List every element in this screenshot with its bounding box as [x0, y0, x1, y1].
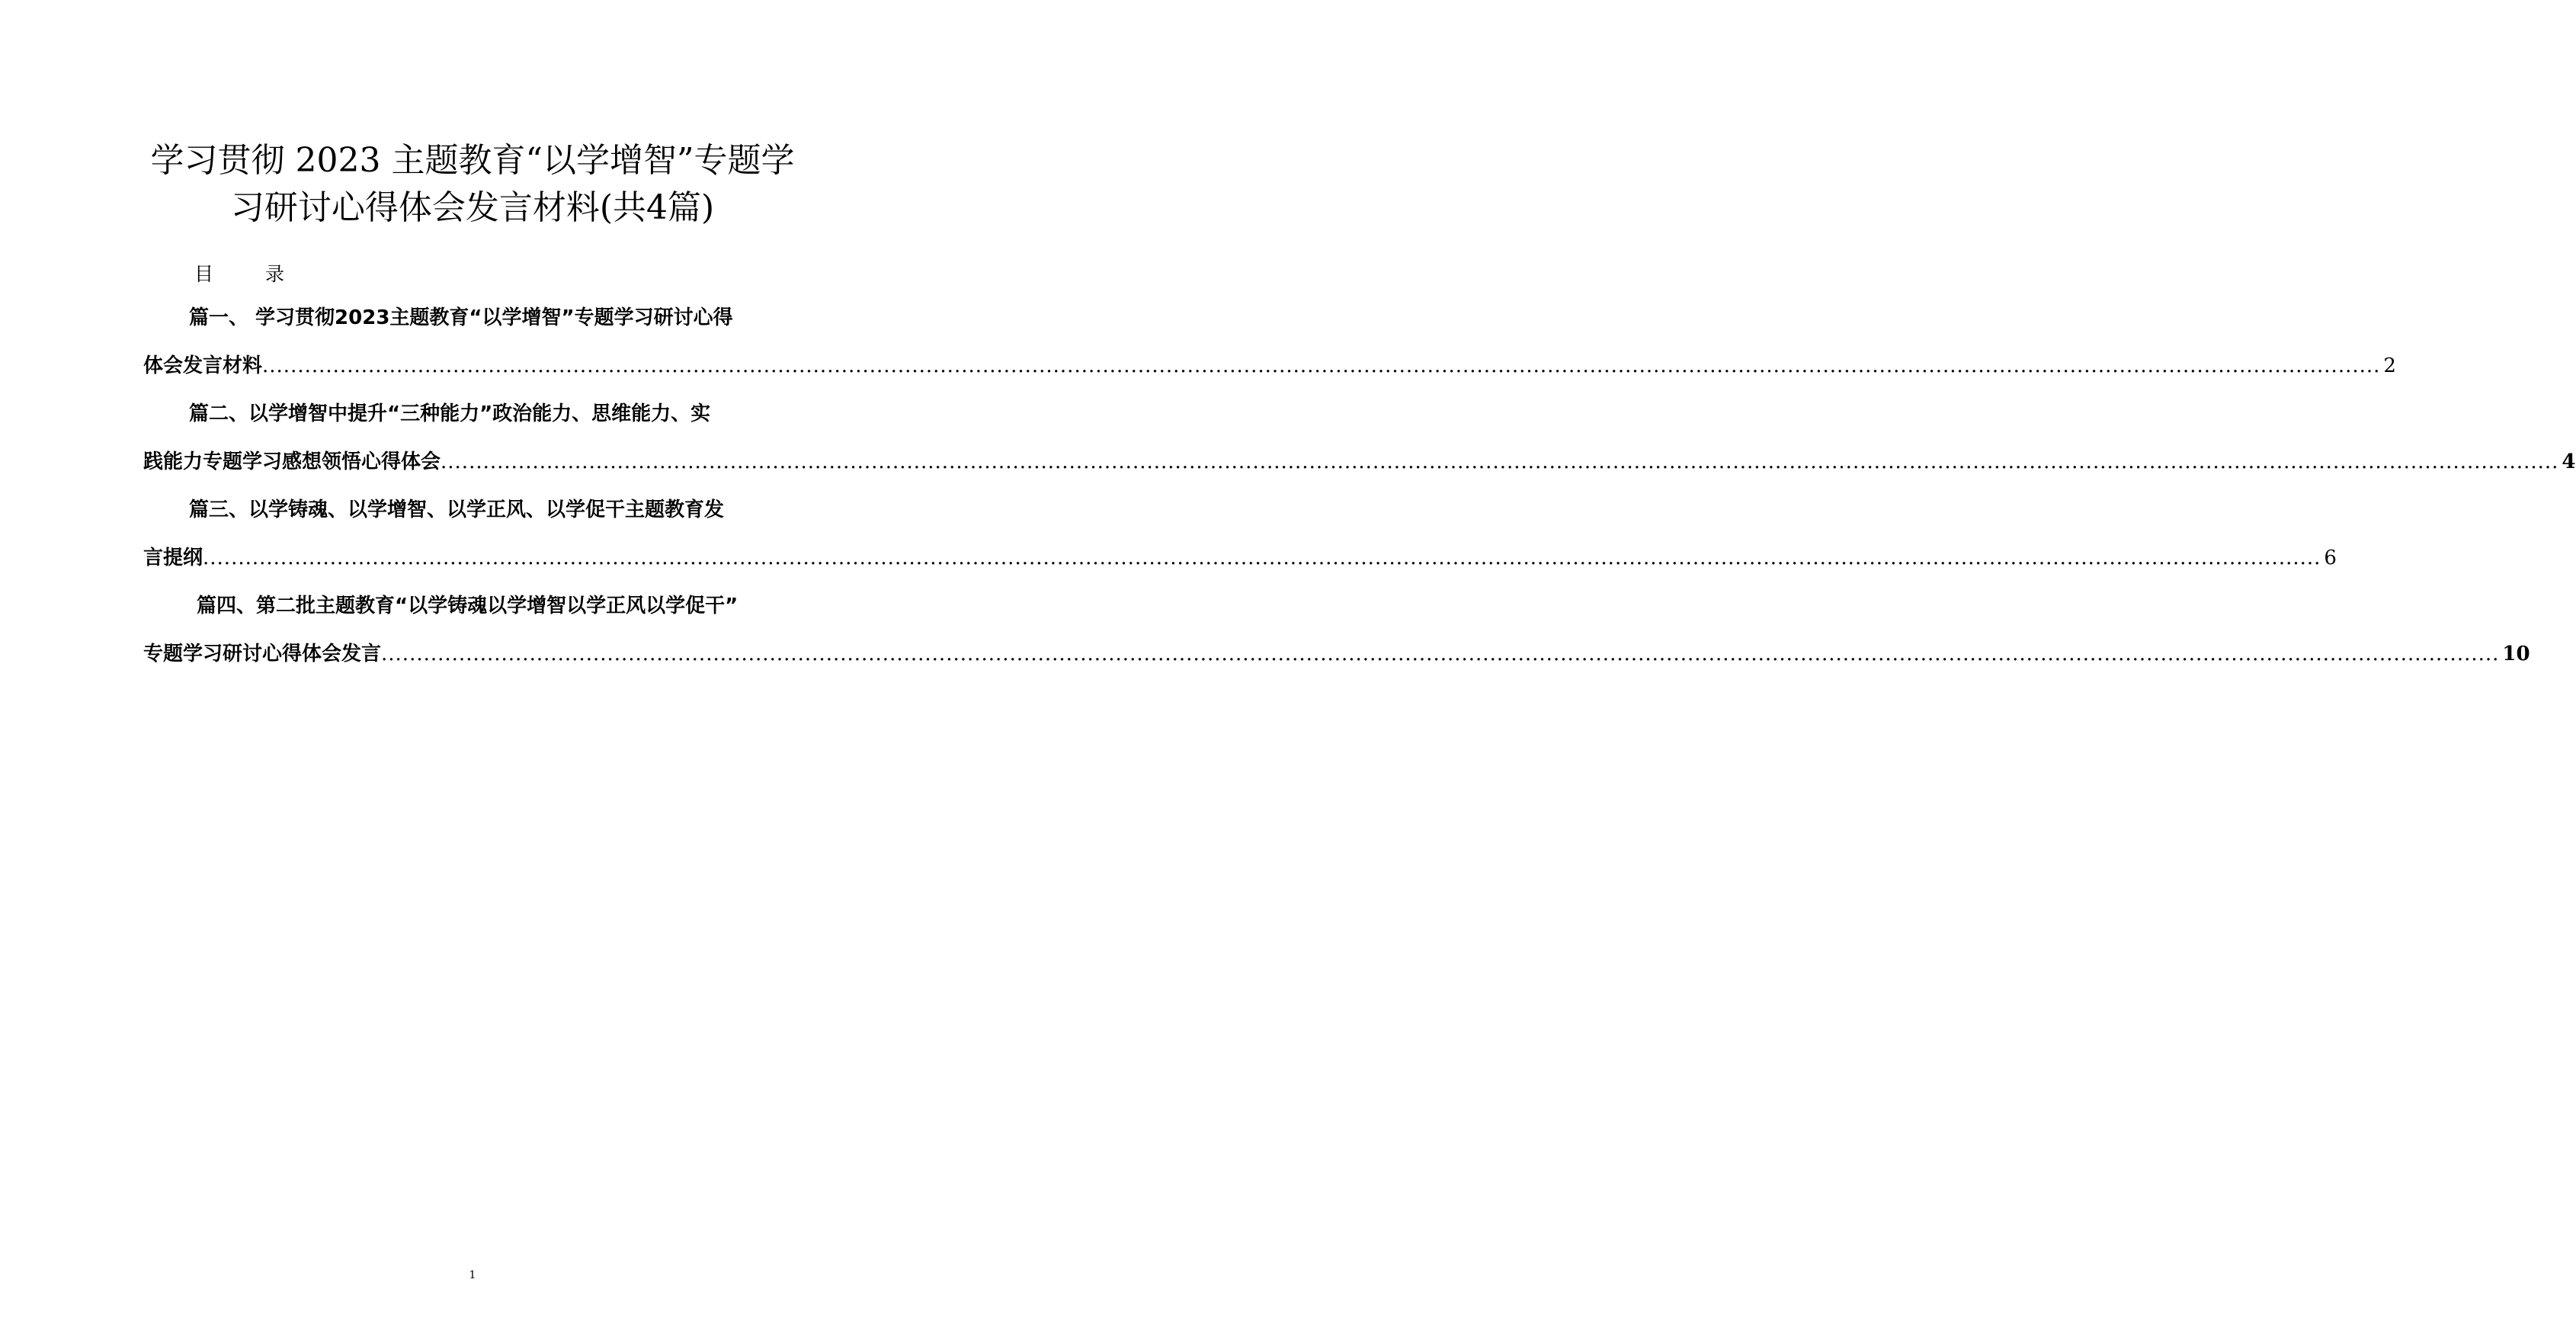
toc-entry-title-tail: 专题学习研讨心得体会发言 — [143, 643, 382, 665]
toc-entry-1[interactable] — [143, 305, 2396, 379]
toc-entry-title-tail: 言提纲 — [143, 547, 203, 569]
toc-entry-title-tail: 践能力专题学习感想领悟心得体会 — [143, 450, 441, 473]
page-number-footer: 1 — [469, 1269, 476, 1281]
toc-entry-title: 篇一、 学习贯彻2023主题教育“以学增智”专题学习研讨心得 — [189, 306, 733, 329]
dot-leader: ............................................................................................................................................................................................................................................................................................................ — [381, 643, 2500, 665]
table-of-contents — [143, 305, 2576, 689]
toc-entry-title: 篇二、以学增智中提升“三种能力”政治能力、思维能力、实 — [189, 402, 711, 425]
toc-entry-continuation — [143, 545, 2337, 571]
toc-entry-title: 篇三、以学铸魂、以学增智、以学正风、以学促干主题教育发 — [189, 499, 725, 521]
toc-entry-2[interactable] — [143, 401, 2576, 475]
title-line-2: 习研讨心得体会发言材料(共4篇) — [230, 188, 715, 227]
dot-leader: ............................................................................................................................................................................................................................................................................................................ — [262, 354, 2381, 377]
toc-page-number: 6 — [2324, 547, 2337, 569]
toc-entry-title-tail: 体会发言材料 — [143, 354, 263, 377]
toc-entry-title: 篇四、第二批主题教育“以学铸魂以学增智以学正风以学促干” — [197, 595, 739, 617]
toc-entry-continuation — [143, 353, 2396, 379]
title-line-1: 学习贯彻 2023 主题教育“以学增智”专题学 — [150, 141, 795, 180]
dot-leader: ............................................................................................................................................................................................................................................................................................................ — [441, 450, 2559, 473]
document-title — [130, 137, 815, 232]
toc-page-number: 2 — [2383, 354, 2396, 377]
toc-page-number: 10 — [2502, 643, 2530, 665]
toc-heading: 目 录 — [194, 263, 307, 285]
toc-page-number: 4 — [2562, 450, 2576, 473]
toc-entry-4[interactable] — [143, 593, 2530, 667]
toc-entry-3[interactable] — [143, 497, 2337, 571]
toc-entry-continuation — [143, 449, 2576, 475]
dot-leader: ............................................................................................................................................................................................................................................................................................................ — [203, 547, 2321, 569]
toc-entry-continuation — [143, 641, 2530, 667]
